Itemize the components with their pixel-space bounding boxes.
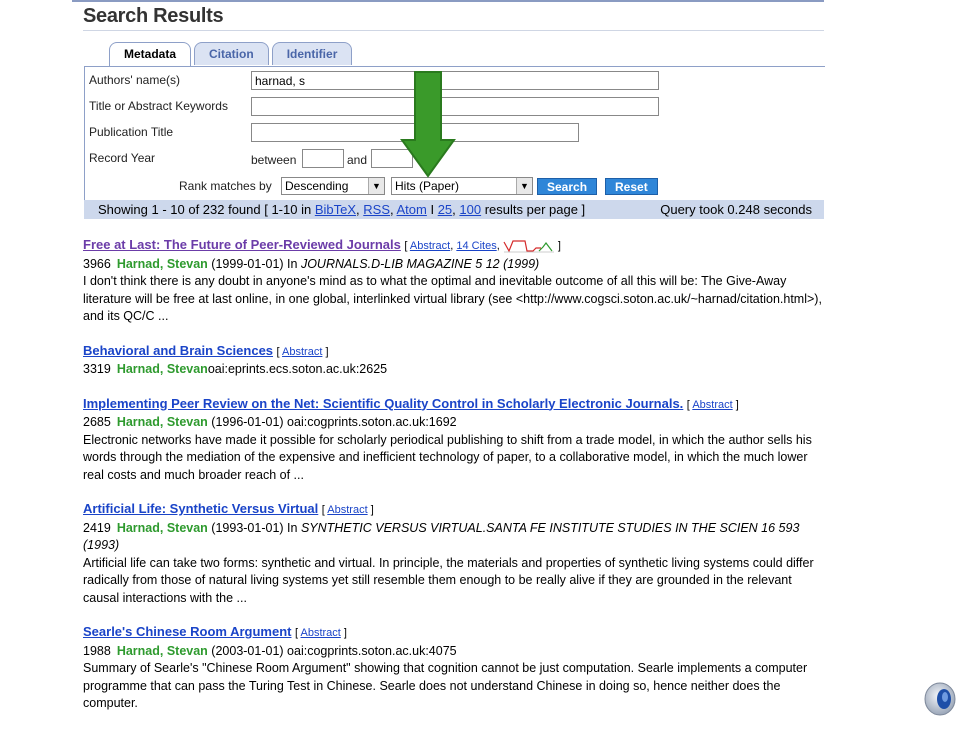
separator: , bbox=[390, 202, 397, 217]
reset-button[interactable]: Reset bbox=[605, 178, 658, 195]
dropdown-arrow-icon: ▼ bbox=[516, 178, 532, 194]
per-page-text: results per page ] bbox=[481, 202, 586, 217]
showing-text: Showing 1 - 10 of 232 found [ 1-10 in bbox=[98, 202, 315, 217]
hit-count: 3966 bbox=[83, 256, 111, 271]
result-links: [ Abstract ] bbox=[276, 345, 329, 358]
tab-metadata[interactable]: Metadata bbox=[109, 42, 191, 67]
result-meta: (1999-01-01) In bbox=[207, 256, 301, 271]
keywords-label: Title or Abstract Keywords bbox=[89, 99, 228, 113]
tab-citation[interactable]: Citation bbox=[194, 42, 269, 65]
result-links: [ Abstract, 14 Cites, ] bbox=[404, 240, 561, 252]
page-title: Search Results bbox=[83, 5, 224, 27]
per-page-100-link[interactable]: 100 bbox=[459, 202, 482, 217]
author-link[interactable]: Harnad, Stevan bbox=[116, 256, 208, 271]
sort-selected-value: Hits (Paper) bbox=[395, 179, 460, 193]
dropdown-arrow-icon: ▼ bbox=[368, 178, 384, 194]
separator: , bbox=[452, 202, 460, 217]
year-from-input[interactable] bbox=[302, 149, 344, 168]
result-links: [ Abstract ] bbox=[321, 504, 374, 516]
cites-link[interactable]: 14 Cites bbox=[456, 240, 497, 252]
search-button[interactable]: Search bbox=[537, 178, 597, 195]
publication-label: Publication Title bbox=[89, 125, 174, 139]
results-summary bbox=[98, 200, 585, 219]
between-label: between bbox=[251, 153, 297, 167]
order-select[interactable] bbox=[281, 177, 385, 195]
list-item bbox=[83, 236, 823, 326]
abstract-link[interactable]: Abstract bbox=[409, 240, 451, 252]
result-title-link[interactable]: Implementing Peer Review on the Net: Scientific Quality Control in Scholarly Electronic Journals. bbox=[83, 395, 684, 411]
abstract-link[interactable]: Abstract bbox=[282, 345, 323, 358]
result-meta: (1996-01-01) oai:cogprints.soton.ac.uk:1692 bbox=[207, 415, 457, 429]
results-status-bar bbox=[84, 200, 824, 219]
result-venue: JOURNALS.D-LIB MAGAZINE 5 12 (1999) bbox=[300, 256, 540, 271]
result-title-link[interactable]: Behavioral and Brain Sciences bbox=[83, 342, 274, 358]
hit-count: 2685 bbox=[83, 415, 111, 429]
hit-count: 1988 bbox=[83, 643, 111, 658]
result-snippet: I don't think there is any doubt in anyone's mind as to what the optimal and inevitable outcome of all this will be: The Give-Away literature will be free at last online, in one global, interlinked virtual library (see <http://www.cogsci.soton.ac.uk/~harnad/citation.html>), and its QC/C ... bbox=[83, 274, 822, 323]
abstract-link[interactable]: Abstract bbox=[300, 627, 341, 639]
bibtex-link[interactable]: BibTeX bbox=[314, 202, 357, 217]
result-snippet: Summary of Searle's "Chinese Room Argument" showing that cognition cannot be just computation. Searle implements a computer programme that can pass the Turing Test in Chinese. Searle does not understand Chinese in doing so, hence neither does the computer. bbox=[83, 661, 808, 710]
author-link[interactable]: Harnad, Stevan bbox=[116, 520, 208, 535]
list-item bbox=[83, 395, 823, 485]
result-meta: (1993-01-01) In bbox=[207, 520, 301, 535]
list-item bbox=[83, 342, 823, 379]
list-item bbox=[83, 623, 823, 713]
rank-label: Rank matches by bbox=[179, 179, 272, 193]
result-venue: SYNTHETIC VERSUS VIRTUAL.SANTA FE INSTITUTE STUDIES IN THE SCIEN 16 593 (1993) bbox=[83, 520, 800, 552]
hit-count: 2419 bbox=[83, 520, 111, 535]
search-tabs bbox=[109, 42, 355, 66]
query-time: Query took 0.248 seconds bbox=[660, 202, 812, 217]
result-title-link[interactable]: Artificial Life: Synthetic Versus Virtual bbox=[83, 501, 319, 516]
result-links: [ Abstract ] bbox=[294, 627, 347, 639]
authors-label: Authors' name(s) bbox=[89, 73, 180, 87]
separator: , bbox=[356, 202, 364, 217]
per-page-25-link[interactable]: 25 bbox=[437, 202, 453, 217]
top-border bbox=[72, 0, 824, 2]
abstract-link[interactable]: Abstract bbox=[692, 398, 733, 411]
result-links: [ Abstract ] bbox=[686, 398, 739, 411]
author-link[interactable]: Harnad, Stevan bbox=[116, 362, 208, 376]
speaker-icon[interactable] bbox=[920, 677, 960, 717]
year-label: Record Year bbox=[89, 151, 156, 165]
result-meta: (2003-01-01) oai:cogprints.soton.ac.uk:4075 bbox=[207, 643, 457, 658]
result-snippet: Electronic networks have made it possible for scholarly periodical publishing to shift from a trade model, in which the author sells his words through the mediation of the expensive and inefficient technology of paper, to a collaborative model, in which the much lower real costs and much broader reach of ... bbox=[83, 432, 812, 482]
atom-link[interactable]: Atom bbox=[396, 202, 427, 217]
result-snippet: Artificial life can take two forms: synthetic and virtual. In principle, the materials and properties of synthetic living systems could differ radically from those of natural living systems yet still resemble them enough to be really alive if they are grounded in the relevant causal interactions with the ... bbox=[83, 555, 814, 605]
abstract-link[interactable]: Abstract bbox=[327, 504, 368, 516]
tab-identifier[interactable]: Identifier bbox=[272, 42, 353, 65]
hit-count: 3319 bbox=[83, 362, 111, 376]
citation-graph-icon[interactable] bbox=[503, 239, 555, 253]
author-link[interactable]: Harnad, Stevan bbox=[116, 415, 208, 429]
separator: I bbox=[426, 202, 438, 217]
rss-link[interactable]: RSS bbox=[363, 202, 390, 217]
result-title-link[interactable]: Searle's Chinese Room Argument bbox=[83, 624, 292, 639]
sort-select[interactable] bbox=[391, 177, 533, 195]
down-arrow-icon bbox=[400, 70, 456, 178]
order-selected-value: Descending bbox=[285, 179, 349, 193]
results-list bbox=[83, 236, 823, 729]
and-label: and bbox=[347, 153, 368, 167]
author-link[interactable]: Harnad, Stevan bbox=[116, 643, 208, 658]
result-title-link[interactable]: Free at Last: The Future of Peer-Reviewed Journals bbox=[83, 237, 401, 252]
result-meta: oai:eprints.ecs.soton.ac.uk:2625 bbox=[207, 362, 388, 376]
list-item bbox=[83, 500, 823, 607]
title-divider bbox=[83, 30, 824, 31]
